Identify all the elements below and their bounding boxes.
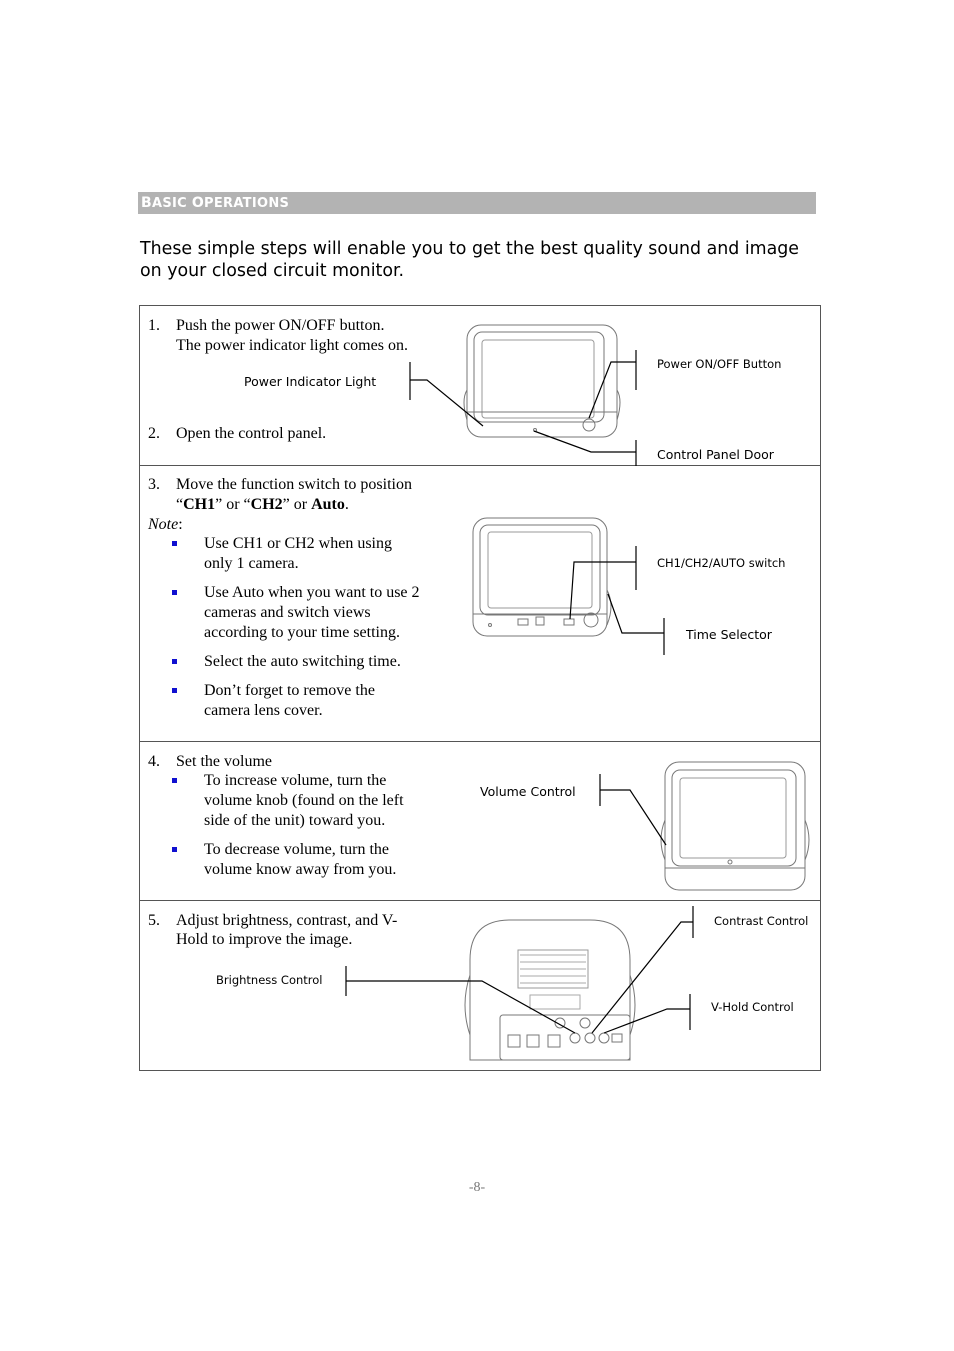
bullet-icon: [172, 778, 177, 783]
section-title: BASIC OPERATIONS: [141, 195, 290, 211]
step-5: 5. Adjust brightness, contrast, and V-: [148, 912, 398, 929]
label-contrast-control: Contrast Control: [714, 914, 809, 928]
label-time-selector: Time Selector: [686, 627, 772, 642]
step-4-bullet-1: To increase volume, turn the volume knob (found on the left side of the unit) toward you.: [204, 772, 404, 829]
step-3-line2: “CH1” or “CH2” or Auto.: [176, 496, 349, 513]
step-5-line2: Hold to improve the image.: [176, 931, 353, 948]
step-4-bullet-2: To decrease volume, turn the volume know away from you.: [204, 841, 397, 878]
step-3-bullet-2: Use Auto when you want to use 2 cameras and switch views according to your time setting.: [204, 584, 420, 641]
bullet-icon: [172, 847, 177, 852]
label-ch-switch: CH1/CH2/AUTO switch: [657, 556, 786, 570]
bullet-icon: [172, 541, 177, 546]
bullet-icon: [172, 659, 177, 664]
step-3-bullet-1: Use CH1 or CH2 when using only 1 camera.: [204, 535, 392, 572]
monitor-front-illustration: [464, 325, 620, 437]
label-control-panel-door: Control Panel Door: [657, 447, 774, 462]
monitor-panel-illustration: [473, 518, 611, 636]
bullet-icon: [172, 590, 177, 595]
label-brightness-control: Brightness Control: [216, 973, 323, 987]
monitor-side-illustration: [661, 762, 809, 890]
step-1-line2: The power indicator light comes on.: [176, 337, 408, 354]
step-3-bullet-4: Don’t forget to remove the camera lens cover.: [204, 682, 375, 719]
monitor-back-illustration: [465, 920, 635, 1060]
step-2: 2. Open the control panel.: [148, 425, 327, 442]
label-power-button: Power ON/OFF Button: [657, 357, 782, 371]
label-power-indicator: Power Indicator Light: [244, 374, 377, 389]
intro-paragraph: These simple steps will enable you to get the best quality sound and image on your closed circuit monitor.: [140, 239, 800, 281]
label-vhold-control: V-Hold Control: [711, 1000, 794, 1014]
label-volume-control: Volume Control: [480, 784, 576, 799]
page-number: -8-: [468, 1180, 486, 1195]
leader-lines: [346, 350, 693, 1033]
step-4: 4. Set the volume: [148, 753, 272, 770]
step-3: 3. Move the function switch to position: [148, 476, 412, 493]
step-3-note: Note:: [148, 516, 183, 533]
bullet-icon: [172, 688, 177, 693]
step-3-bullet-3: Select the auto switching time.: [204, 653, 401, 670]
step-1: 1. Push the power ON/OFF button.: [148, 317, 385, 334]
